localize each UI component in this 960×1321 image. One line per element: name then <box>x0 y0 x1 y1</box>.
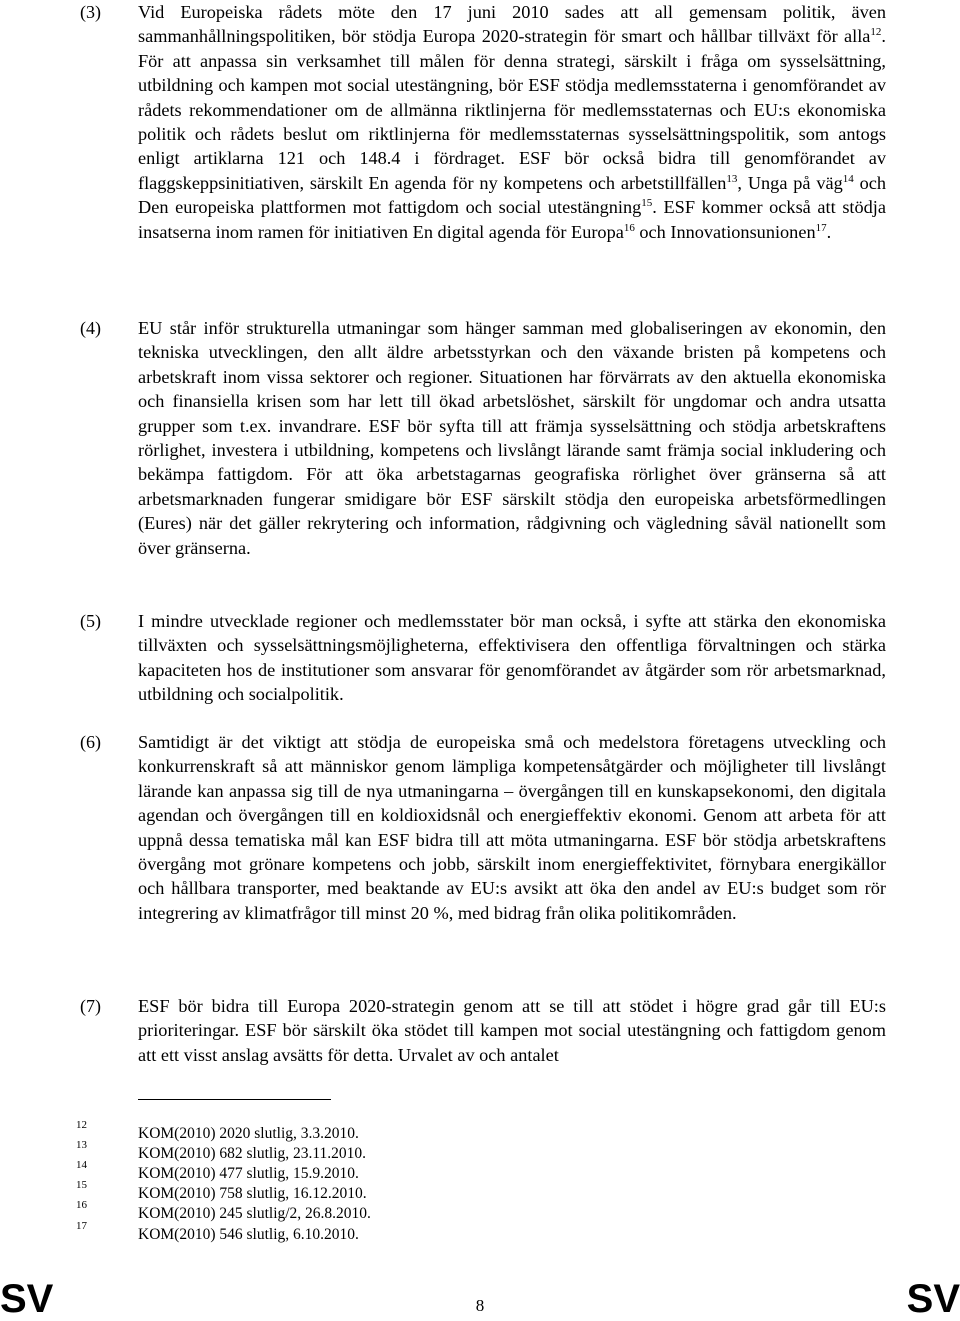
paragraph-number: (5) <box>80 611 101 631</box>
paragraph-text: I mindre utvecklade regioner och medlemsstater bör man också, i syfte att stärka den ekonomiska tillväxten och sysselsättningsmöjligheterna, effektivisera den offentliga förvaltningen och stärka kapaciteten hos de institutioner som ansvarar för genomförandet av åtgärder som rör arbetsmarknad, utbildning och socialpolitik. <box>138 611 886 705</box>
footnote-separator <box>138 1099 331 1100</box>
paragraph-text: EU står inför strukturella utmaningar som hänger samman med globaliseringen av ekonomin, den tekniska utvecklingen, den allt äldre arbetsstyrkan och den växande bristen på kompetens och arbetskraft inom vissa sektorer och regioner. Situationen har förvärrats av den aktuella ekonomiska och finansiella krisen som har lett till ökad arbetslöshet, särskilt för ungdomar och andra utsatta grupper som t.ex. invandrare. ESF bör syfta till att främja sysselsättning och stödja arbetskraftens rörlighet, investera i utbildning, kompetens och livslångt lärande samt främja social inkludering och bekämpa fattigdom. För att öka arbetstagarnas geografiska rörlighet över gränserna så att arbetsmarknaden fungerar smidigare bör ESF särskilt stödja den europeiska arbetsförmedlingen (Eures) när det gäller rekrytering och information, rådgivning och vägledning såväl nationellt som över gränserna. <box>138 318 886 558</box>
footnote <box>0 1119 960 1145</box>
footnote-mark: 13 <box>76 1139 87 1151</box>
footnote-text: KOM(2010) 546 slutlig, 6.10.2010. <box>138 1226 359 1243</box>
footnote-text: KOM(2010) 758 slutlig, 16.12.2010. <box>138 1185 367 1202</box>
footnote-mark: 16 <box>76 1199 87 1211</box>
language-code-right: SV <box>906 1277 960 1321</box>
paragraph-number: (6) <box>80 732 101 752</box>
footnote-mark: 14 <box>76 1159 87 1171</box>
footnote-text: KOM(2010) 477 slutlig, 15.9.2010. <box>138 1165 359 1182</box>
language-code-left: SV <box>0 1277 54 1321</box>
paragraph-text: Samtidigt är det viktigt att stödja de europeiska små och medelstora företagens utveckling och konkurrenskraft så att människor genom lämpliga kompetensåtgärder och möjligheter till livslångt lärande kan anpassa sig till de nya utmaningarna – övergången till en kunskapsekonomi, den digitala agendan och övergången till en koldioxidsnål och energieffektiv ekonomi. Genom att arbeta för att uppnå dessa tematiska mål kan ESF bidra till att möta utmaningarna. ESF bör stödja arbetskraftens övergång mot grönare kompetens och jobb, särskilt inom energieffektivitet, förnybara energikällor och hållbara transporter, med beaktande av EU:s avsikt att öka den andel av EU:s budget som rör integrering av klimatfrågor till minst 20 %, med bidrag från olika politikområden. <box>138 732 886 923</box>
footnote <box>0 1220 960 1246</box>
footnote-mark: 12 <box>76 1119 87 1131</box>
footnote-mark: 15 <box>76 1179 87 1191</box>
page-number: 8 <box>475 1296 485 1315</box>
footnote-text: KOM(2010) 682 slutlig, 23.11.2010. <box>138 1145 367 1162</box>
footnote-mark: 17 <box>76 1220 87 1232</box>
footnote <box>0 1179 960 1205</box>
footnote <box>0 1139 960 1165</box>
paragraph-number: (7) <box>80 996 101 1016</box>
paragraph-text: ESF bör bidra till Europa 2020-strategin genom att se till att stödet i högre grad går till EU:s prioriteringar. ESF bör särskilt öka stödet till kampen mot social utestängning och fattigdom genom att ett visst anslag avsätts för detta. Urvalet av och antalet <box>138 996 886 1065</box>
footnote-text: KOM(2010) 245 slutlig/2, 26.8.2010. <box>138 1205 371 1222</box>
paragraph-number: (4) <box>80 318 101 338</box>
paragraph-text: Vid Europeiska rådets möte den 17 juni 2010 sades att all gemensam politik, även sammanhållningspolitiken, bör stödja Europa 2020-strategin för smart och hållbar tillväxt för alla$^{12}$. För att anpassa sin verksamhet till målen för denna strategi, särskilt i fråga om sysselsättning, utbildning och kampen mot social utestängning, bör ESF stödja medlemsstaterna i genomförandet av rådets rekommendationer om de allmänna riktlinjerna för medlemsstaternas och EU:s ekonomiska politik och rådets beslut om riktlinjerna för medlemsstaternas sysselsättningspolitik, som antogs enligt artiklarna 121 och 148.4 i fördraget. ESF bör också bidra till genomförandet av flaggskeppsinitiativen, särskilt En agenda för ny kompetens och arbetstillfällen$^{13}$, Unga på väg$^{14}$ och Den europeiska plattformen mot fattigdom och social utestängning$^{15}$. ESF kommer också att stödja insatserna inom ramen för initiativen En digital agenda för Europa$^{16}$ och Innovationsunionen$^{17}$. <box>138 2 887 242</box>
footnote <box>0 1199 960 1225</box>
footnote-text: KOM(2010) 2020 slutlig, 3.3.2010. <box>138 1125 359 1142</box>
footnote <box>0 1159 960 1185</box>
paragraph-number: (3) <box>80 2 101 22</box>
